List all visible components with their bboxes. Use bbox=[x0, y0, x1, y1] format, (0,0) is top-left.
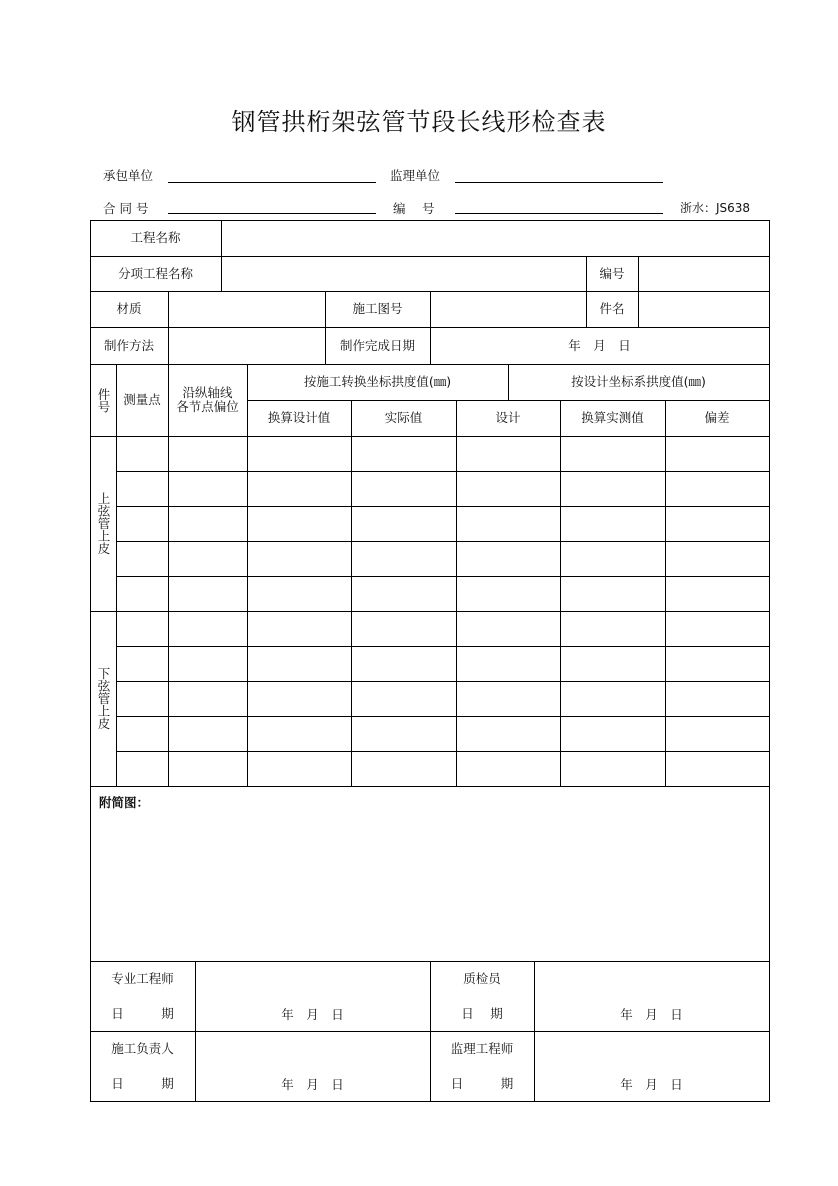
data-cell[interactable] bbox=[456, 471, 561, 507]
col-deviation-text: 偏差 bbox=[704, 410, 730, 425]
col-point-text: 测量点 bbox=[123, 392, 161, 407]
signer-constructor bbox=[90, 1031, 196, 1102]
data-cell[interactable] bbox=[665, 681, 770, 717]
method-field[interactable] bbox=[168, 327, 326, 365]
group-design-header bbox=[508, 364, 770, 401]
sketch-area bbox=[90, 786, 770, 962]
data-cell[interactable] bbox=[456, 751, 561, 787]
data-cell[interactable] bbox=[665, 471, 770, 507]
col-design-text: 设计 bbox=[495, 410, 521, 425]
date-label: 日 期 bbox=[450, 1075, 514, 1091]
data-cell[interactable] bbox=[351, 506, 457, 542]
part-name-label bbox=[586, 291, 639, 328]
group-design-header-text: 按设计坐标系拱度值(㎜) bbox=[571, 374, 706, 389]
signature-engineer[interactable] bbox=[195, 961, 431, 1032]
data-cell[interactable] bbox=[456, 576, 561, 612]
role-label: 监理工程师 bbox=[450, 1040, 514, 1056]
col-calc-design bbox=[247, 400, 352, 437]
contract-no-label: 合 同 号 bbox=[103, 201, 149, 216]
data-cell[interactable] bbox=[665, 541, 770, 577]
data-cell[interactable] bbox=[456, 436, 561, 472]
col-offset bbox=[168, 364, 248, 437]
date-ymd: 年 月 日 bbox=[620, 1007, 683, 1022]
data-cell[interactable] bbox=[116, 611, 169, 647]
data-cell[interactable] bbox=[351, 681, 457, 717]
data-cell[interactable] bbox=[665, 436, 770, 472]
data-cell[interactable] bbox=[116, 751, 169, 787]
sub-project-field[interactable] bbox=[221, 256, 587, 292]
data-cell[interactable] bbox=[116, 681, 169, 717]
data-cell[interactable] bbox=[351, 576, 457, 612]
data-cell[interactable] bbox=[456, 646, 561, 682]
date-ymd: 年 月 日 bbox=[281, 1007, 344, 1022]
data-cell[interactable] bbox=[168, 436, 248, 472]
lower-chord-label-text: 下弦管上皮 bbox=[96, 667, 111, 730]
form-code: 浙水：JS638 bbox=[680, 201, 751, 215]
data-cell[interactable] bbox=[456, 506, 561, 542]
data-cell[interactable] bbox=[168, 506, 248, 542]
serial-label: 编 号 bbox=[393, 201, 435, 216]
data-cell[interactable] bbox=[247, 646, 352, 682]
role-label: 专业工程师 bbox=[111, 970, 174, 986]
material-label bbox=[90, 291, 169, 328]
signature-constructor[interactable] bbox=[195, 1031, 431, 1102]
date-label: 日 期 bbox=[111, 1005, 174, 1021]
data-cell[interactable] bbox=[351, 716, 457, 752]
col-calc-design-text: 换算设计值 bbox=[267, 410, 331, 425]
data-cell[interactable] bbox=[456, 681, 561, 717]
part-name-label-text: 件名 bbox=[599, 301, 625, 316]
role-label: 质检员 bbox=[463, 970, 501, 986]
serial-field[interactable] bbox=[455, 213, 663, 214]
data-cell[interactable] bbox=[116, 716, 169, 752]
data-cell[interactable] bbox=[560, 716, 666, 752]
number-label-text: 编号 bbox=[599, 265, 625, 281]
data-cell[interactable] bbox=[560, 611, 666, 647]
data-cell[interactable] bbox=[116, 436, 169, 472]
col-deviation bbox=[665, 400, 770, 437]
number-field[interactable] bbox=[638, 256, 770, 292]
data-cell[interactable] bbox=[560, 471, 666, 507]
signature-inspector[interactable] bbox=[534, 961, 770, 1032]
data-cell[interactable] bbox=[247, 471, 352, 507]
data-cell[interactable] bbox=[247, 576, 352, 612]
material-label-text: 材质 bbox=[116, 301, 142, 316]
finish-date-label-text: 制作完成日期 bbox=[339, 337, 415, 353]
upper-chord-label-text: 上弦管上皮 bbox=[96, 492, 111, 555]
signer-inspector bbox=[430, 961, 535, 1032]
signature-supervising-engineer[interactable] bbox=[534, 1031, 770, 1102]
lower-chord-label bbox=[90, 611, 117, 787]
col-part-no-text: 件号 bbox=[96, 387, 111, 413]
drawing-no-field[interactable] bbox=[430, 291, 587, 328]
data-cell[interactable] bbox=[116, 471, 169, 507]
date-label: 日 期 bbox=[111, 1075, 174, 1091]
contractor-label: 承包单位 bbox=[103, 168, 154, 183]
drawing-no-label bbox=[325, 291, 431, 328]
number-label bbox=[586, 256, 639, 292]
data-cell[interactable] bbox=[351, 751, 457, 787]
col-point bbox=[116, 364, 169, 437]
finish-date-field-text: 年 月 日 bbox=[568, 337, 631, 353]
data-cell[interactable] bbox=[168, 576, 248, 612]
finish-date-label bbox=[325, 327, 431, 365]
data-cell[interactable] bbox=[665, 751, 770, 787]
col-offset-text: 沿纵轴线 各节点偏位 bbox=[176, 385, 239, 414]
data-cell[interactable] bbox=[168, 681, 248, 717]
data-cell[interactable] bbox=[560, 681, 666, 717]
data-cell[interactable] bbox=[168, 541, 248, 577]
data-cell[interactable] bbox=[351, 541, 457, 577]
method-label bbox=[90, 327, 169, 365]
project-name-label-text: 工程名称 bbox=[130, 230, 181, 245]
inspection-table bbox=[90, 220, 770, 1102]
method-label-text: 制作方法 bbox=[103, 337, 154, 353]
data-cell[interactable] bbox=[456, 541, 561, 577]
finish-date-field[interactable] bbox=[430, 327, 770, 365]
sub-project-label-text: 分项工程名称 bbox=[117, 265, 193, 281]
drawing-no-label-text: 施工图号 bbox=[352, 301, 403, 316]
data-cell[interactable] bbox=[116, 646, 169, 682]
data-cell[interactable] bbox=[665, 576, 770, 612]
group-construction-header-text: 按施工转换坐标拱度值(㎜) bbox=[303, 374, 452, 389]
material-field[interactable] bbox=[168, 291, 326, 328]
date-ymd: 年 月 日 bbox=[620, 1077, 683, 1092]
col-actual bbox=[351, 400, 457, 437]
data-cell[interactable] bbox=[665, 506, 770, 542]
col-design bbox=[456, 400, 561, 437]
sub-project-label bbox=[90, 256, 222, 292]
data-cell[interactable] bbox=[247, 716, 352, 752]
role-label: 施工负责人 bbox=[111, 1040, 174, 1056]
col-calc-measured-text: 换算实测值 bbox=[581, 410, 644, 425]
data-cell[interactable] bbox=[247, 751, 352, 787]
data-cell[interactable] bbox=[168, 646, 248, 682]
data-cell[interactable] bbox=[247, 611, 352, 647]
signer-supervising-engineer bbox=[430, 1031, 535, 1102]
col-calc-measured bbox=[560, 400, 666, 437]
data-cell[interactable] bbox=[560, 576, 666, 612]
contractor-field[interactable] bbox=[168, 182, 376, 183]
data-cell[interactable] bbox=[247, 541, 352, 577]
supervisor-label: 监理单位 bbox=[390, 168, 441, 183]
upper-chord-label bbox=[90, 436, 117, 612]
data-cell[interactable] bbox=[665, 646, 770, 682]
data-cell[interactable] bbox=[247, 681, 352, 717]
data-cell[interactable] bbox=[116, 576, 169, 612]
signer-engineer bbox=[90, 961, 196, 1032]
data-cell[interactable] bbox=[560, 506, 666, 542]
data-cell[interactable] bbox=[168, 716, 248, 752]
date-ymd: 年 月 日 bbox=[281, 1077, 344, 1092]
supervisor-field[interactable] bbox=[455, 182, 663, 183]
data-cell[interactable] bbox=[665, 716, 770, 752]
date-label: 日 期 bbox=[461, 1005, 503, 1021]
data-cell[interactable] bbox=[560, 541, 666, 577]
part-name-field[interactable] bbox=[638, 291, 770, 328]
data-cell[interactable] bbox=[351, 646, 457, 682]
contract-no-field[interactable] bbox=[168, 213, 376, 214]
page-title: 钢管拱桁架弦管节段长线形检查表 bbox=[231, 108, 607, 136]
data-cell[interactable] bbox=[456, 716, 561, 752]
data-cell[interactable] bbox=[247, 506, 352, 542]
project-name-field[interactable] bbox=[221, 220, 770, 257]
data-cell[interactable] bbox=[560, 751, 666, 787]
data-cell[interactable] bbox=[665, 611, 770, 647]
data-cell[interactable] bbox=[116, 541, 169, 577]
sketch-area-text: 附简图： bbox=[99, 795, 150, 810]
project-name-label bbox=[90, 220, 222, 257]
group-construction-header bbox=[247, 364, 509, 401]
data-cell[interactable] bbox=[116, 506, 169, 542]
data-cell[interactable] bbox=[560, 436, 666, 472]
col-actual-text: 实际值 bbox=[384, 410, 423, 425]
data-cell[interactable] bbox=[351, 611, 457, 647]
data-cell[interactable] bbox=[247, 436, 352, 472]
data-cell[interactable] bbox=[456, 611, 561, 647]
data-cell[interactable] bbox=[168, 471, 248, 507]
data-cell[interactable] bbox=[560, 646, 666, 682]
data-cell[interactable] bbox=[351, 436, 457, 472]
data-cell[interactable] bbox=[168, 751, 248, 787]
col-part-no bbox=[90, 364, 117, 437]
data-cell[interactable] bbox=[351, 471, 457, 507]
data-cell[interactable] bbox=[168, 611, 248, 647]
